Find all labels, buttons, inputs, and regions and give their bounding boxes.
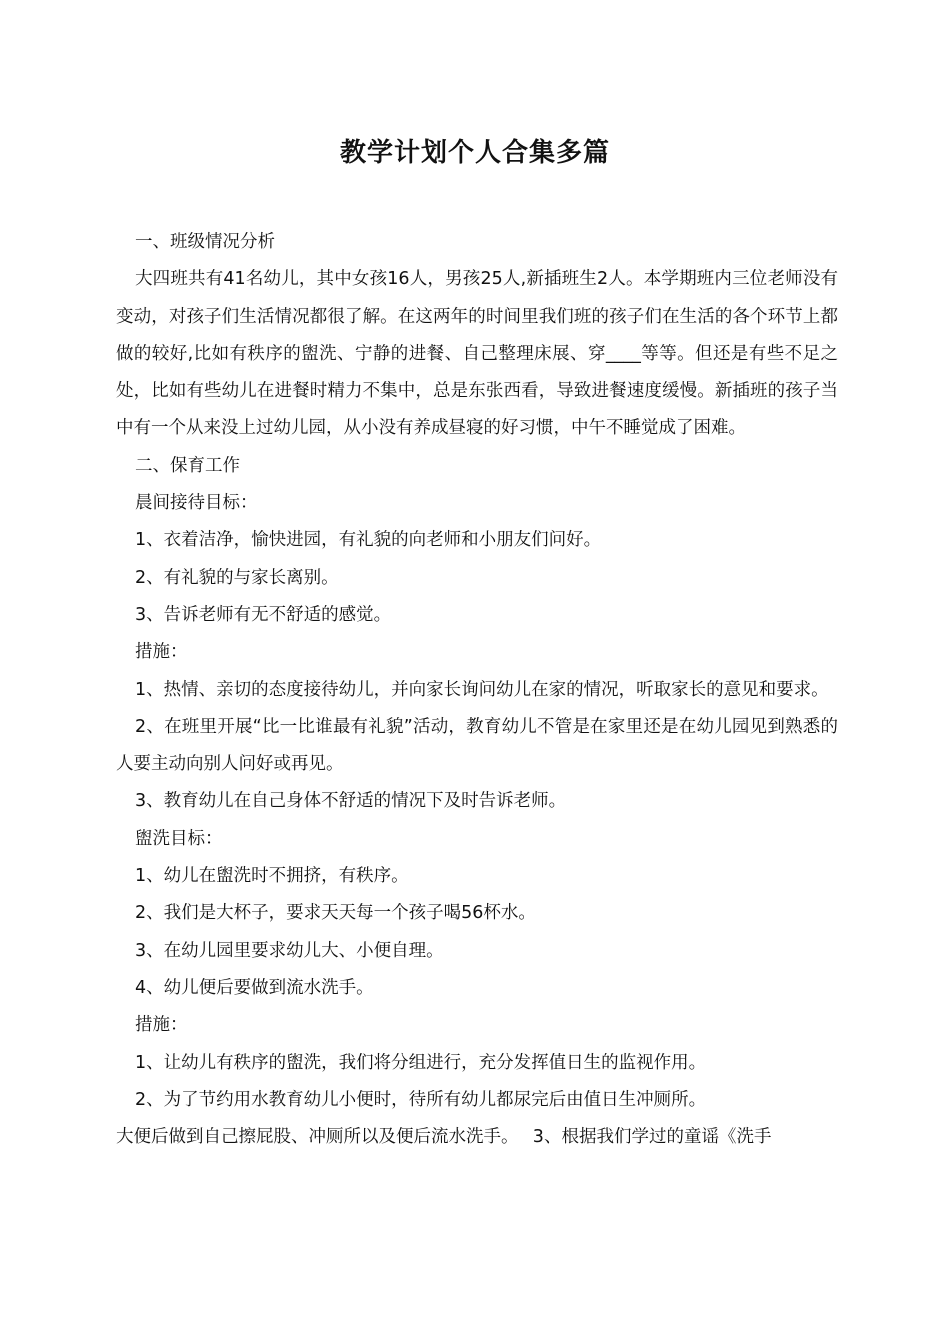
section-heading: 一、班级情况分析 xyxy=(135,232,275,252)
subheading: 盥洗目标： xyxy=(135,828,223,849)
list-item: 1、衣着洁净，愉快进园，有礼貌的向老师和小朋友们问好。 xyxy=(135,530,602,551)
subheading: 措施： xyxy=(135,1015,188,1036)
subheading: 晨间接待目标： xyxy=(135,493,258,514)
list-item: 3、教育幼儿在自己身体不舒适的情况下及时告诉老师。 xyxy=(135,791,567,812)
list-item: 2、为了节约用水教育幼儿小便时，待所有幼儿都尿完后由值日生冲厕所。 xyxy=(135,1089,707,1110)
document-body xyxy=(116,224,838,1156)
document-title: 教学计划个人合集多篇 xyxy=(339,138,610,168)
list-item: 1、热情、亲切的态度接待幼儿，并向家长询问幼儿在家的情况，听取家长的意见和要求。 xyxy=(135,679,829,700)
list-item: 2、我们是大杯子，要求天天每一个孩子喝56杯水。 xyxy=(135,903,536,924)
list-item: 2、在班里开展“比一比谁最有礼貌”活动，教育幼儿不管是在家里还是在幼儿园见到熟悉的人要主动向别人问好或再见。 xyxy=(116,716,838,775)
list-item: 2、有礼貌的与家长离别。 xyxy=(135,567,339,588)
list-item: 1、让幼儿有秩序的盥洗，我们将分组进行，充分发挥值日生的监视作用。 xyxy=(135,1052,707,1073)
paragraph: 大四班共有41名幼儿，其中女孩16人，男孩25人,新插班生2人。本学期班内三位老师没有变动，对孩子们生活情况都很了解。在这两年的时间里我们班的孩子们在生活的各个环节上都做的较好,比如有秩序的盥洗、宁静的进餐、自己整理床展、穿____等等。但还是有些不足之处，比如有些幼儿在进餐时精力不集中，总是东张西看，导致进餐速度缓慢。新插班的孩子当中有一个从来没上过幼儿园，从小没有养成昼寝的好习惯，中午不睡觉成了困难。 xyxy=(116,269,838,439)
list-item: 3、在幼儿园里要求幼儿大、小便自理。 xyxy=(135,940,444,961)
list-item: 1、幼儿在盥洗时不拥挤，有秩序。 xyxy=(135,866,409,887)
list-item: 4、幼儿便后要做到流水洗手。 xyxy=(135,977,374,998)
subheading: 措施： xyxy=(135,642,188,663)
list-item: 3、告诉老师有无不舒适的感觉。 xyxy=(135,604,392,625)
paragraph: 大便后做到自己擦屁股、冲厕所以及便后流水洗手。 3、根据我们学过的童谣《洗手 xyxy=(116,1127,772,1148)
section-heading: 二、保育工作 xyxy=(135,455,240,476)
